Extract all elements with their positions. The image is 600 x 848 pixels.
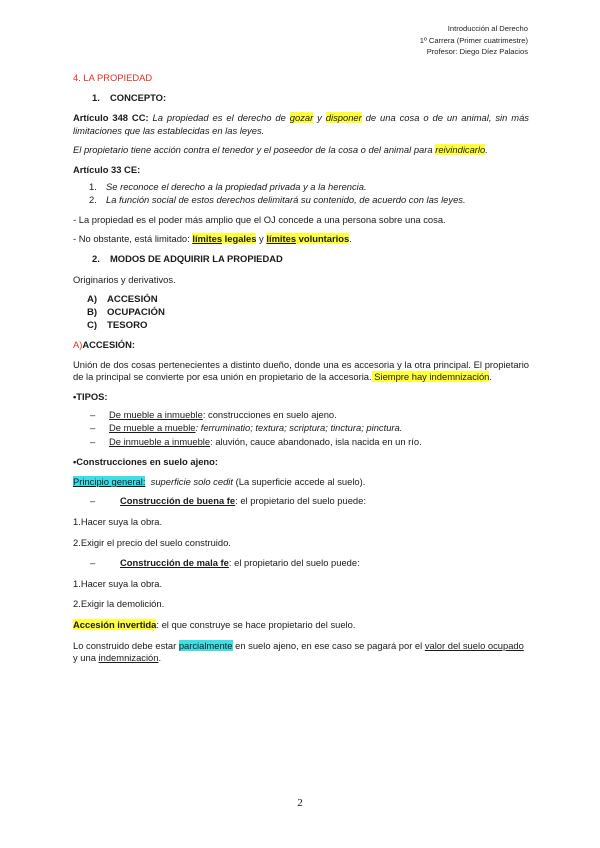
- highlight-parcialmente: parcialmente: [178, 639, 233, 651]
- list-item: B) OCUPACIÓN: [87, 307, 165, 319]
- heading-number: 1.: [92, 91, 100, 103]
- highlight-accesion-invertida: Accesión invertida: [73, 619, 157, 631]
- section-title: 4. LA PROPIEDAD: [73, 72, 153, 83]
- originarios-paragraph: Originarios y derivativos.: [73, 273, 176, 285]
- heading-concepto: [92, 92, 529, 105]
- invertida-paragraph: Accesión invertida: el que construye se hace propietario del suelo.: [73, 619, 356, 631]
- list-item: C) TESORO: [87, 320, 148, 332]
- heading-modos: [92, 253, 529, 266]
- poder-paragraph: - La propiedad es el poder más amplio que el OJ concede a una persona sobre una cosa.: [73, 213, 446, 225]
- heading-number: 2.: [92, 252, 100, 264]
- principio-paragraph: Principio general: superficie solo cedit (La superficie accede al suelo).: [73, 475, 366, 487]
- union-paragraph: Unión de dos cosas pertenecientes a distinto dueño, donde una es accesoria y la otra principal. El propietario de la principal se convierte por esa unión en propietario de la accesoria. Siempre hay indemnización.: [73, 358, 529, 383]
- tipos-heading: •TIPOS:: [73, 390, 108, 402]
- heading-text: CONCEPTO:: [110, 91, 167, 103]
- list-item: – De mueble a mueble: ferruminatio; textura; scriptura; tinctura; pinctura.: [90, 422, 403, 434]
- buena-fe-option-2: 2.Exigir el precio del suelo construido.: [73, 536, 231, 548]
- construcciones-heading: •Construcciones en suelo ajeno:: [73, 456, 218, 468]
- article-348-paragraph: Artículo 348 CC: La propiedad es el derecho de gozar y disponer de una cosa o de un animal, sin más limitaciones que las establecidas en las leyes.: [73, 112, 529, 136]
- list-item: 1. Se reconoce el derecho a la propiedad privada y a la herencia.: [89, 180, 367, 192]
- heading-text: MODOS DE ADQUIRIR LA PROPIEDAD: [110, 252, 283, 264]
- list-item: – De inmueble a inmueble: aluvión, cauce abandonado, isla nacida en un río.: [90, 435, 422, 447]
- buena-fe-option-1: 1.Hacer suya la obra.: [73, 516, 163, 528]
- highlight-limites-2: límites: [266, 233, 297, 245]
- header-course: Introducción al Derecho: [447, 24, 528, 33]
- list-item: 2. La función social de estos derechos delimitará su contenido, de acuerdo con las leyes.: [89, 194, 466, 206]
- highlight-limites-1: límites: [192, 233, 223, 245]
- tipos-list: [73, 409, 529, 449]
- list-item: A) ACCESIÓN: [87, 294, 158, 306]
- mala-fe-option-2: 2.Exigir la demolición.: [73, 598, 165, 610]
- highlight-principio-general: Principio general:: [73, 475, 146, 487]
- document-body: [73, 72, 529, 672]
- highlight-gozar: gozar: [289, 112, 314, 124]
- accesion-heading: A)ACCESIÓN:: [73, 339, 135, 351]
- mala-fe-option-1: 1.Hacer suya la obra.: [73, 577, 163, 589]
- highlight-disponer: disponer: [325, 112, 362, 124]
- header-professor: Profesor: Diego Díez Palacios: [426, 47, 528, 56]
- page-number: 2: [297, 797, 303, 809]
- buena-fe-item: – Construcción de buena fe: el propietario del suelo puede:: [90, 495, 366, 507]
- modos-list: [87, 293, 529, 332]
- construido-paragraph: Lo construido debe estar parcialmente en suelo ajeno, en ese caso se pagará por el valor del suelo ocupado y una indemnización.: [73, 639, 524, 664]
- article-label: Artículo 348 CC:: [73, 112, 149, 124]
- limitado-paragraph: - No obstante, está limitado: límites legales y límites voluntarios.: [73, 233, 352, 245]
- propietario-paragraph: El propietario tiene acción contra el tenedor y el poseedor de la cosa o del animal para reivindicarlo.: [73, 144, 488, 156]
- highlight-reivindicarlo: reivindicarlo: [435, 144, 486, 156]
- page-header: [420, 23, 528, 58]
- header-year: 1º Carrera (Primer cuatrimestre): [419, 35, 528, 45]
- list-item: – De mueble a inmueble: construcciones en suelo ajeno.: [90, 408, 337, 420]
- highlight-indemnizacion: Siempre hay indemnización: [371, 371, 490, 383]
- article-33-list: [73, 181, 529, 207]
- mala-fe-item: – Construcción de mala fe: el propietario del suelo puede:: [90, 557, 360, 569]
- article-33-label: Artículo 33 CE:: [73, 163, 141, 175]
